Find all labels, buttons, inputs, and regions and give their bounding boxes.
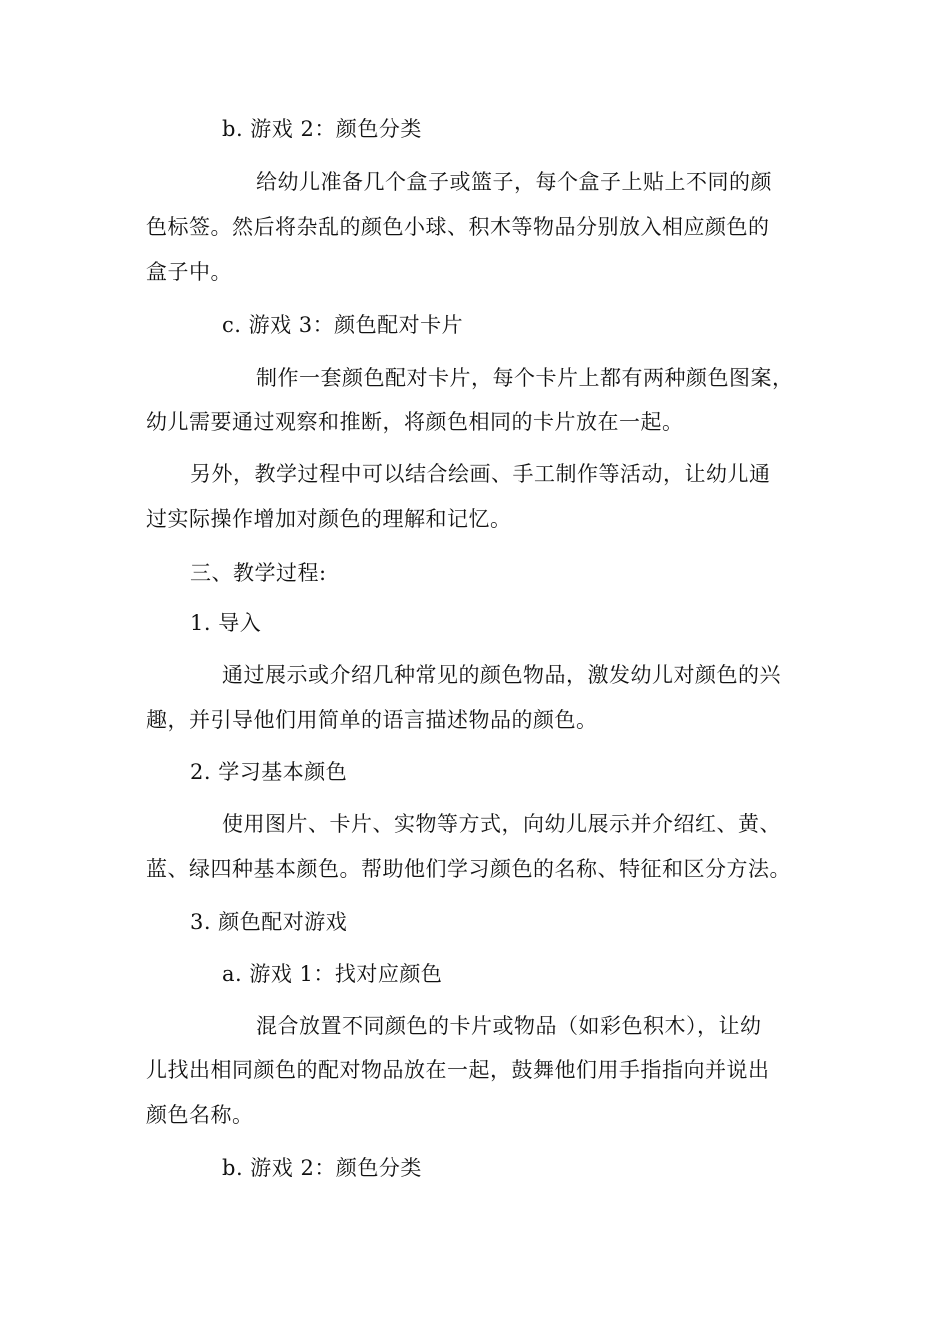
list-heading-1: 1. 导入	[190, 611, 262, 635]
paragraph-line: 另外，教学过程中可以结合绘画、手工制作等活动，让幼儿通	[190, 462, 771, 486]
paragraph-line: 混合放置不同颜色的卡片或物品（如彩色积木），让幼	[256, 1014, 762, 1038]
section-heading: 三、教学过程:	[190, 561, 327, 585]
list-heading-3: 3. 颜色配对游戏	[190, 910, 348, 934]
paragraph-line: 使用图片、卡片、实物等方式，向幼儿展示并介绍红、黄、	[222, 812, 781, 836]
subheading-game-1: a. 游戏 1：找对应颜色	[222, 962, 443, 986]
subheading-game-2: b. 游戏 2：颜色分类	[222, 1156, 422, 1180]
paragraph-line: 趣，并引导他们用简单的语言描述物品的颜色。	[146, 708, 598, 732]
paragraph-line: 儿找出相同颜色的配对物品放在一起，鼓舞他们用手指指向并说出	[146, 1058, 770, 1082]
list-heading-2: 2. 学习基本颜色	[190, 760, 348, 784]
paragraph-line: 制作一套颜色配对卡片，每个卡片上都有两种颜色图案，	[256, 366, 794, 390]
paragraph-line: 通过展示或介绍几种常见的颜色物品，激发幼儿对颜色的兴	[222, 663, 781, 687]
subheading-game-3: c. 游戏 3：颜色配对卡片	[222, 313, 464, 337]
paragraph-line: 蓝、绿四种基本颜色。帮助他们学习颜色的名称、特征和区分方法。	[146, 857, 791, 881]
paragraph-line: 幼儿需要通过观察和推断，将颜色相同的卡片放在一起。	[146, 410, 684, 434]
paragraph-line: 盒子中。	[146, 260, 232, 284]
paragraph-line: 给幼儿准备几个盒子或篮子，每个盒子上贴上不同的颜	[256, 170, 772, 194]
paragraph-line: 颜色名称。	[146, 1103, 254, 1127]
paragraph-line: 过实际操作增加对颜色的理解和记忆。	[146, 507, 512, 531]
paragraph-line: 色标签。然后将杂乱的颜色小球、积木等物品分别放入相应颜色的	[146, 215, 770, 239]
subheading-game-2: b. 游戏 2：颜色分类	[222, 117, 422, 141]
